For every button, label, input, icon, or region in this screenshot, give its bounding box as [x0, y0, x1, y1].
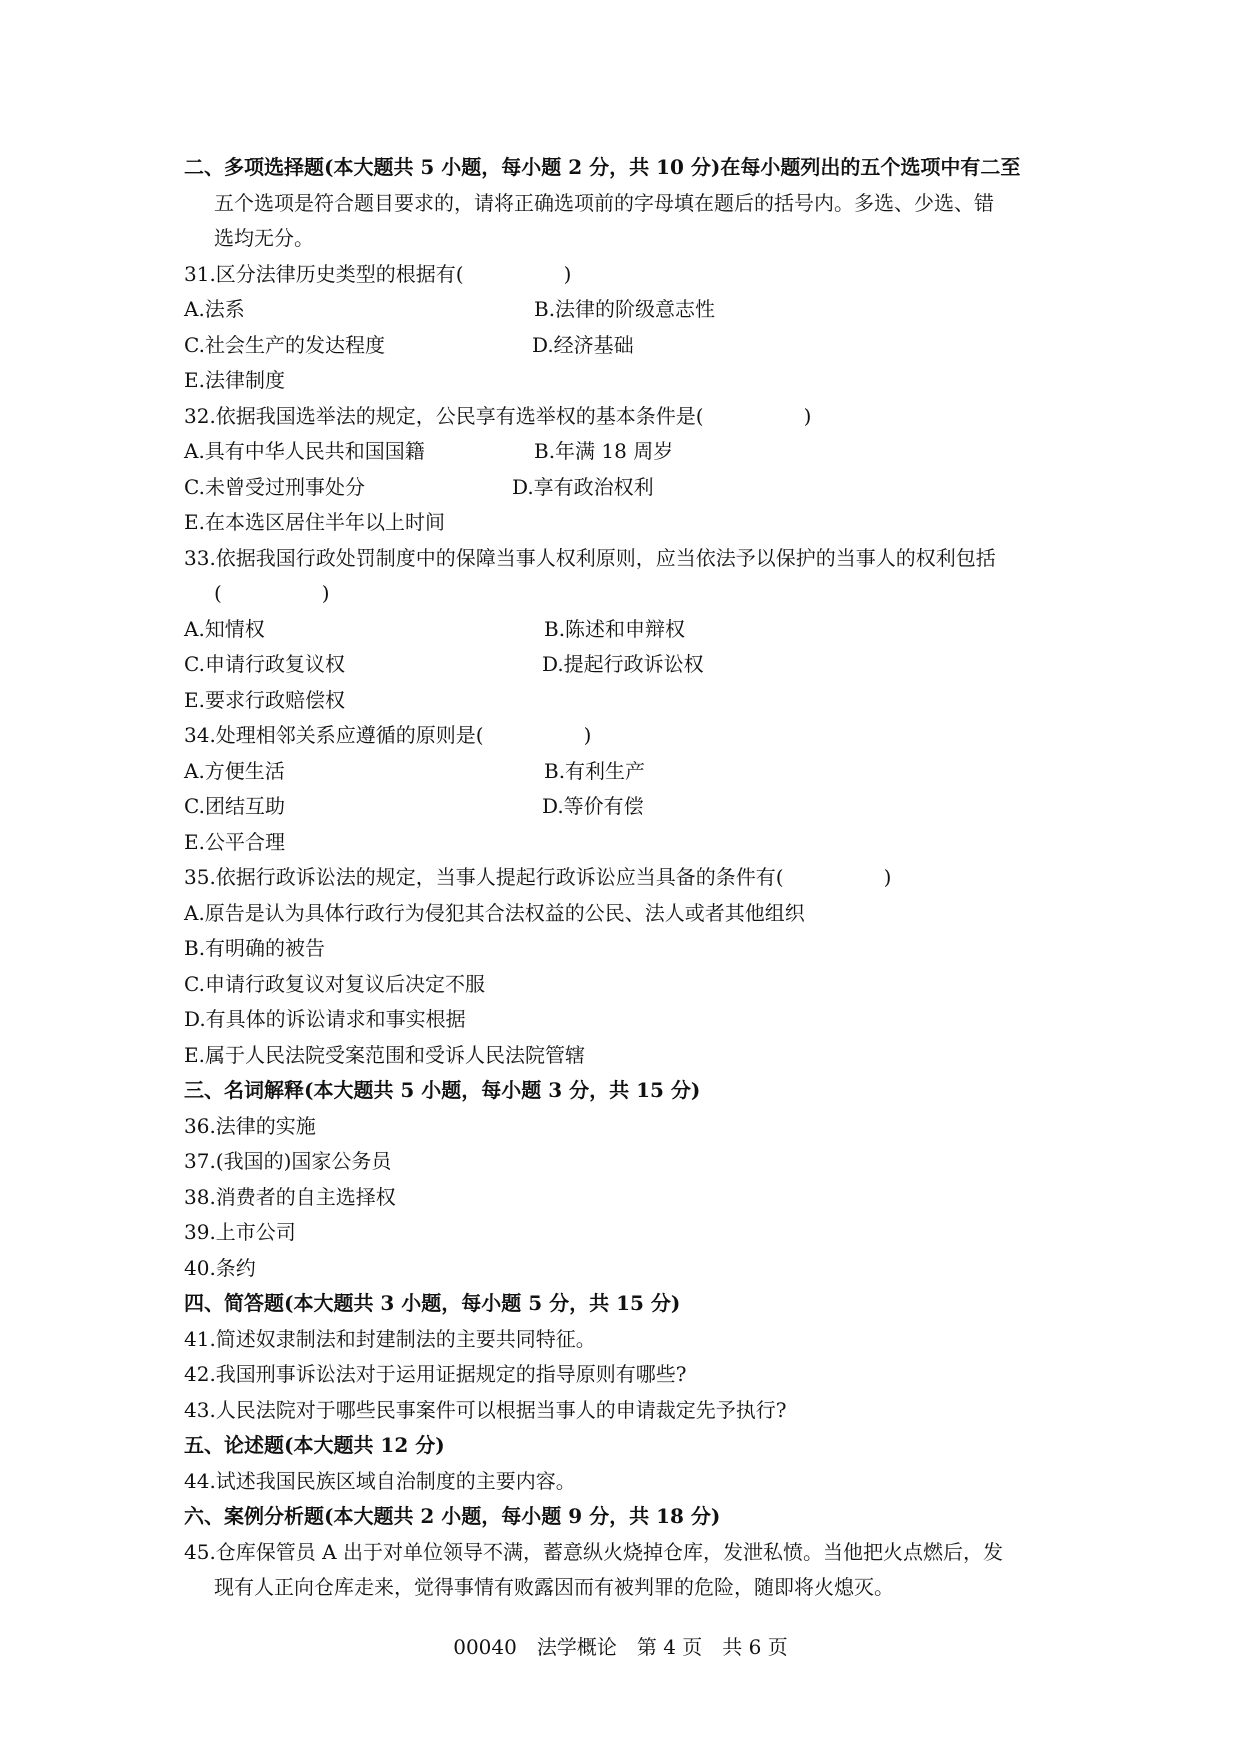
- option-d: D.等价有偿: [542, 794, 644, 818]
- option-row: [184, 647, 1064, 683]
- section-4-title: 四、简答题(本大题共 3 小题，每小题 5 分，共 15 分): [184, 1291, 681, 1315]
- option-b: B.有利生产: [544, 758, 646, 783]
- option-e: E.法律制度: [184, 368, 285, 392]
- option-c: C.团结互助: [184, 794, 285, 818]
- option-a: A.方便生活: [184, 758, 285, 783]
- question-item: 44.试述我国民族区域自治制度的主要内容。: [184, 1468, 576, 1493]
- exam-page-content: [184, 150, 1064, 1606]
- question-33-stem: 33.依据我国行政处罚制度中的保障当事人权利原则，应当依法予以保护的当事人的权利包括: [184, 545, 996, 570]
- question-item: 43.人民法院对于哪些民事案件可以根据当事人的申请裁定先予执行?: [184, 1397, 787, 1422]
- option-c: C.未曾受过刑事处分: [184, 474, 365, 499]
- option-row: [184, 754, 1064, 790]
- question-item: 40.条约: [184, 1255, 256, 1280]
- option-row: [184, 612, 1064, 648]
- option-e: E.属于人民法院受案范围和受诉人民法院管辖: [184, 1042, 585, 1067]
- option-b: B.有明确的被告: [184, 936, 326, 960]
- question-45-text: 45.仓库保管员 A 出于对单位领导不满，蓄意纵火烧掉仓库，发泄私愤。当他把火点燃后，发: [184, 1539, 1003, 1564]
- option-d: D.享有政治权利: [512, 474, 654, 499]
- option-a: A.具有中华人民共和国国籍: [184, 439, 425, 463]
- option-b: B.法律的阶级意志性: [534, 297, 716, 321]
- question-45-text-cont: 现有人正向仓库走来，觉得事情有败露因而有被判罪的危险，随即将火熄灭。: [214, 1575, 894, 1599]
- question-item: 37.(我国的)国家公务员: [184, 1149, 392, 1173]
- option-a: A.法系: [184, 297, 245, 321]
- option-row: [184, 470, 1064, 506]
- option-row: [184, 434, 1064, 470]
- section-5-title: 五、论述题(本大题共 12 分): [184, 1433, 445, 1457]
- option-d: D.提起行政诉讼权: [542, 652, 704, 676]
- option-d: D.有具体的诉讼请求和事实根据: [184, 1007, 466, 1031]
- section-2-instruction: 选均无分。: [214, 226, 314, 250]
- question-item: 39.上市公司: [184, 1220, 296, 1244]
- option-row: [184, 328, 1064, 364]
- option-c: C.申请行政复议对复议后决定不服: [184, 971, 485, 996]
- option-b: B.年满 18 周岁: [534, 439, 674, 463]
- question-item: 38.消费者的自主选择权: [184, 1184, 396, 1209]
- question-31-stem: 31.区分法律历史类型的根据有( ): [184, 261, 572, 286]
- question-35-stem: 35.依据行政诉讼法的规定，当事人提起行政诉讼应当具备的条件有( ): [184, 865, 892, 889]
- option-e: E.要求行政赔偿权: [184, 687, 345, 712]
- option-c: C.申请行政复议权: [184, 652, 345, 676]
- question-item: 36.法律的实施: [184, 1113, 316, 1138]
- option-c: C.社会生产的发达程度: [184, 332, 385, 357]
- option-a: A.知情权: [184, 616, 265, 641]
- section-2-title: 二、多项选择题(本大题共 5 小题，每小题 2 分，共 10 分)在每小题列出的五个选项中有二至: [184, 155, 1021, 179]
- option-row: [184, 789, 1064, 825]
- option-d: D.经济基础: [532, 332, 634, 357]
- option-e: E.在本选区居住半年以上时间: [184, 510, 445, 534]
- option-e: E.公平合理: [184, 829, 285, 854]
- question-33-stem-blank: ( ): [214, 581, 330, 605]
- question-34-stem: 34.处理相邻关系应遵循的原则是( ): [184, 723, 592, 747]
- page-footer: 00040 法学概论 第 4 页 共 6 页: [453, 1635, 788, 1659]
- section-3-title: 三、名词解释(本大题共 5 小题，每小题 3 分，共 15 分): [184, 1078, 701, 1102]
- question-32-stem: 32.依据我国选举法的规定，公民享有选举权的基本条件是( ): [184, 403, 812, 428]
- option-a: A.原告是认为具体行政行为侵犯其合法权益的公民、法人或者其他组织: [184, 900, 805, 925]
- question-item: 42.我国刑事诉讼法对于运用证据规定的指导原则有哪些?: [184, 1362, 687, 1386]
- section-6-title: 六、案例分析题(本大题共 2 小题，每小题 9 分，共 18 分): [184, 1504, 721, 1528]
- section-2-instruction: 五个选项是符合题目要求的，请将正确选项前的字母填在题后的括号内。多选、少选、错: [214, 190, 994, 215]
- option-b: B.陈述和申辩权: [544, 616, 686, 641]
- option-row: [184, 292, 1064, 328]
- question-item: 41.简述奴隶制法和封建制法的主要共同特征。: [184, 1326, 596, 1351]
